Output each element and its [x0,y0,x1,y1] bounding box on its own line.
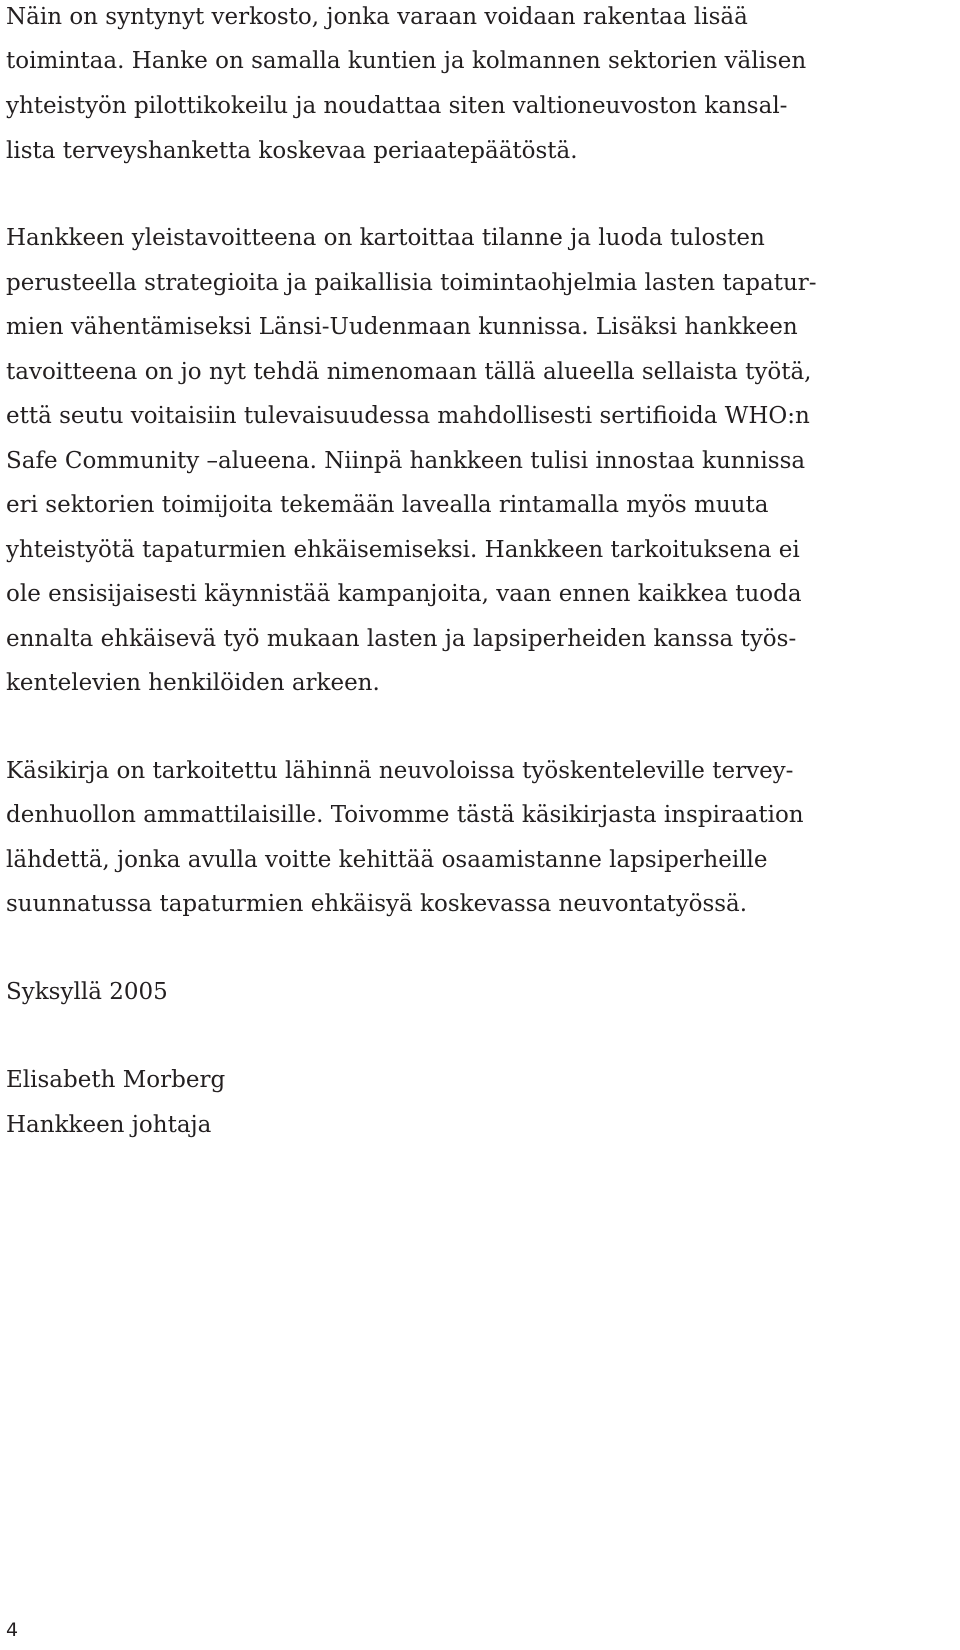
text-line: Käsikirja on tarkoitettu lähinnä neuvoloissa työskenteleville tervey- [6,758,794,784]
text-line: että seutu voitaisiin tulevaisuudessa mahdollisesti sertifioida WHO:n [6,403,810,429]
text-line: tavoitteena on jo nyt tehdä nimenomaan tällä alueella sellaista työtä, [6,359,812,385]
page-number: 4 [6,1619,19,1641]
signature-title: Hankkeen johtaja [6,1112,212,1138]
text-line: perusteella strategioita ja paikallisia toimintaohjelmia lasten tapatur- [6,270,817,296]
text-line: suunnatussa tapaturmien ehkäisyä koskevassa neuvontatyössä. [6,891,748,917]
text-line: lista terveyshanketta koskevaa periaatepäätöstä. [6,138,578,164]
text-line: toimintaa. Hanke on samalla kuntien ja kolmannen sektorien välisen [6,48,807,74]
text-line: Safe Community –alueena. Niinpä hankkeen tulisi innostaa kunnissa [6,448,806,474]
text-line: mien vähentämiseksi Länsi-Uudenmaan kunnissa. Lisäksi hankkeen [6,314,798,340]
text-line: yhteistyötä tapaturmien ehkäisemiseksi. Hankkeen tarkoituksena ei [6,537,800,563]
text-line: ole ensisijaisesti käynnistää kampanjoita, vaan ennen kaikkea tuoda [6,581,802,607]
text-line: eri sektorien toimijoita tekemään lavealla rintamalla myös muuta [6,492,769,518]
text-line: Näin on syntynyt verkosto, jonka varaan voidaan rakentaa lisää [6,4,748,30]
text-line: kentelevien henkilöiden arkeen. [6,670,380,696]
text-line: Hankkeen yleistavoitteena on kartoittaa tilanne ja luoda tulosten [6,225,765,251]
signature-name: Elisabeth Morberg [6,1067,226,1093]
text-line: lähdettä, jonka avulla voitte kehittää osaamistanne lapsiperheille [6,847,768,873]
text-line: ennalta ehkäisevä työ mukaan lasten ja lapsiperheiden kanssa työs- [6,626,797,652]
text-line: denhuollon ammattilaisille. Toivomme tästä käsikirjasta inspiraation [6,802,804,828]
text-line: yhteistyön pilottikokeilu ja noudattaa siten valtioneuvoston kansal- [6,93,788,119]
date-line: Syksyllä 2005 [6,979,168,1005]
